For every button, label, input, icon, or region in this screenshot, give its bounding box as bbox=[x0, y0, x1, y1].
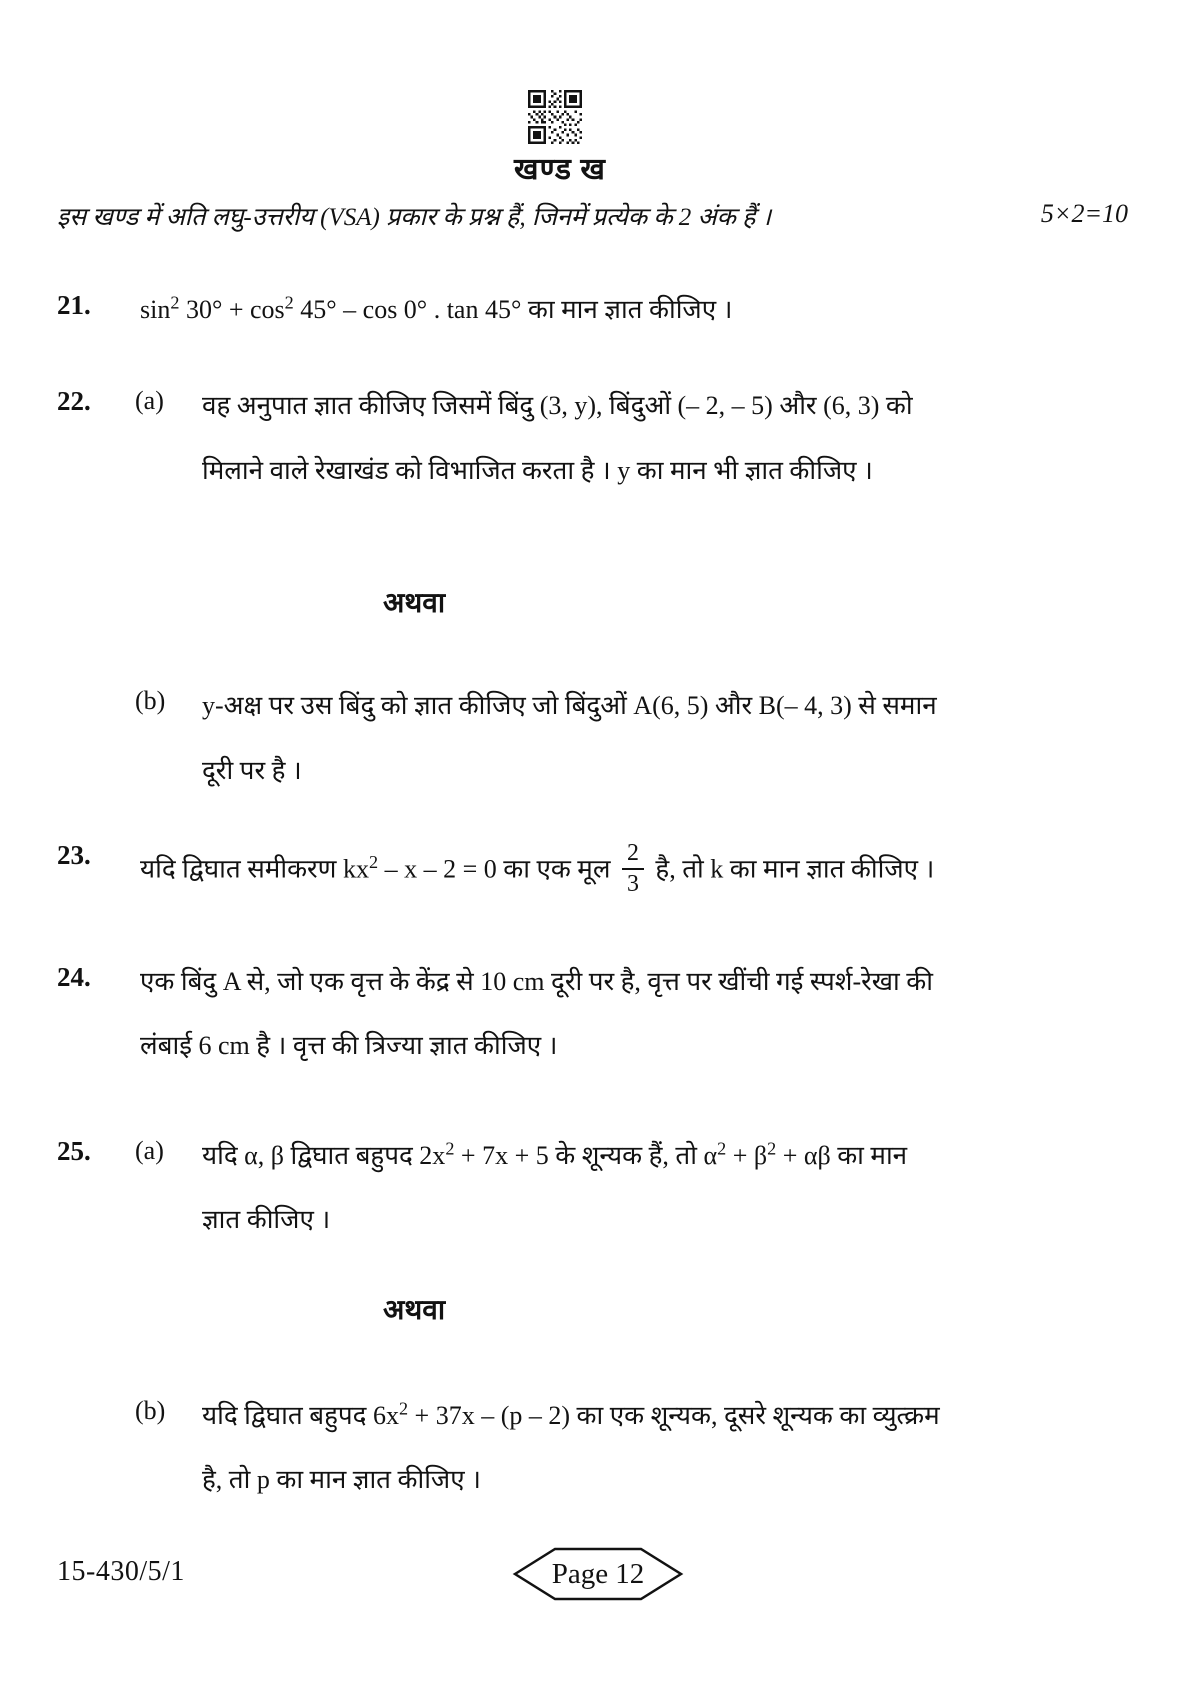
part-label: (a) bbox=[135, 1136, 164, 1165]
question-text: मिलाने वाले रेखाखंड को विभाजित करता है । y का मान भी ज्ञात कीजिए । bbox=[202, 456, 873, 485]
question-22a-line2 bbox=[57, 451, 1150, 491]
question-number: 22. bbox=[57, 386, 91, 416]
question-22a bbox=[57, 386, 1150, 426]
question-text: ज्ञात कीजिए । bbox=[202, 1205, 331, 1234]
page-badge bbox=[511, 1546, 685, 1602]
question-21 bbox=[57, 290, 1150, 330]
paper-code: 15-430/5/1 bbox=[57, 1556, 185, 1587]
marks-value: 5×2=10 bbox=[1040, 199, 1128, 228]
part-label: (b) bbox=[135, 686, 166, 715]
question-text: वह अनुपात ज्ञात कीजिए जिसमें बिंदु (3, y), बिंदुओं (– 2, – 5) और (6, 3) को bbox=[202, 391, 913, 420]
question-text: दूरी पर है । bbox=[202, 756, 302, 785]
question-text: y-अक्ष पर उस बिंदु को ज्ञात कीजिए जो बिंदुओं A(6, 5) और B(– 4, 3) से समान bbox=[202, 691, 937, 720]
question-text: यदि द्विघात समीकरण $kx^2 - x - 2 = 0$ का एक मूल $\frac{2}{3}$ है, तो k का मान ज्ञात कीजिए । bbox=[140, 840, 935, 897]
question-22b-line2 bbox=[57, 751, 1150, 791]
section-instruction-row bbox=[57, 199, 1128, 233]
section-title: खण्ड ख bbox=[514, 153, 606, 186]
question-number: 24. bbox=[57, 962, 91, 992]
question-24 bbox=[57, 962, 1150, 1002]
question-text: $\sin^2 30^\circ + \cos^2 45^\circ - \cos 0^\circ$ . tan 45° का मान ज्ञात कीजिए । bbox=[140, 292, 733, 324]
question-23 bbox=[57, 840, 1150, 898]
question-25a bbox=[57, 1136, 1150, 1176]
question-number: 23. bbox=[57, 840, 91, 870]
question-24-line2 bbox=[57, 1026, 1150, 1066]
question-text: एक बिंदु A से, जो एक वृत्त के केंद्र से 10 cm दूरी पर है, वृत्त पर खींची गई स्पर्श-रेखा की bbox=[140, 967, 933, 996]
question-text: यदि α, β द्विघात बहुपद $2x^2 + 7x + 5$ के शून्यक हैं, तो $\alpha^2 + \beta^2 + \alpha\beta$ का मान bbox=[202, 1138, 908, 1170]
part-label: (a) bbox=[135, 386, 164, 415]
page-label: Page 12 bbox=[551, 1557, 645, 1590]
or-separator: अथवा bbox=[383, 588, 446, 619]
section-instruction: इस खण्ड में अति लघु-उत्तरीय (VSA) प्रकार के प्रश्न हैं, जिनमें प्रत्येक के 2 अंक हैं । bbox=[57, 204, 772, 231]
question-25b bbox=[57, 1396, 1150, 1436]
question-text: है, तो p का मान ज्ञात कीजिए । bbox=[202, 1465, 481, 1494]
question-number: 21. bbox=[57, 290, 91, 320]
question-text: यदि द्विघात बहुपद $6x^2 + 37x - (p - 2)$ का एक शून्यक, दूसरे शून्यक का व्युत्क्रम bbox=[202, 1398, 940, 1430]
qr-code-icon bbox=[528, 90, 582, 144]
question-number: 25. bbox=[57, 1136, 91, 1166]
question-text: लंबाई 6 cm है । वृत्त की त्रिज्या ज्ञात कीजिए । bbox=[140, 1031, 558, 1060]
question-25a-line2 bbox=[57, 1200, 1150, 1240]
question-25b-line2 bbox=[57, 1460, 1150, 1500]
part-label: (b) bbox=[135, 1396, 166, 1425]
or-separator: अथवा bbox=[383, 1295, 446, 1326]
question-22b bbox=[57, 686, 1150, 726]
